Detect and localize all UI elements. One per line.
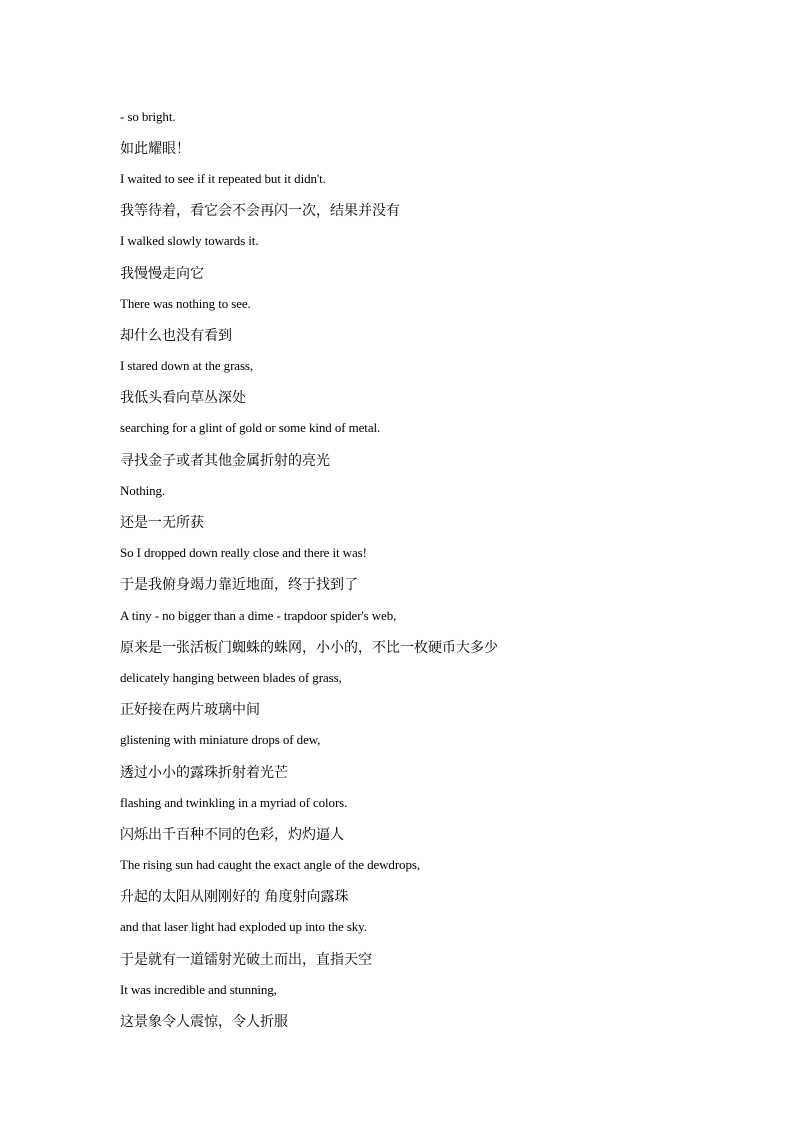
chinese-line: 我慢慢走向它 — [120, 265, 204, 282]
chinese-line: 于是我俯身竭力靠近地面，终于找到了 — [120, 577, 358, 594]
english-line: I walked slowly towards it. — [120, 233, 259, 249]
english-line: It was incredible and stunning, — [120, 981, 277, 997]
english-line: There was nothing to see. — [120, 295, 251, 311]
chinese-line: 于是就有一道镭射光破土而出，直指天空 — [120, 951, 372, 968]
english-line: The rising sun had caught the exact angle of the dewdrops, — [120, 857, 420, 873]
bilingual-text-body — [120, 101, 740, 1037]
chinese-line: 我低头看向草丛深处 — [120, 390, 246, 407]
english-line: and that laser light had exploded up into the sky. — [120, 919, 367, 935]
chinese-line: 这景象令人震惊，令人折服 — [120, 1014, 288, 1031]
chinese-line: 透过小小的露珠折射着光芒 — [120, 764, 288, 781]
chinese-line: 如此耀眼！ — [120, 140, 190, 157]
english-line: - so bright. — [120, 108, 176, 124]
english-line: I stared down at the grass, — [120, 358, 254, 374]
chinese-line: 还是一无所获 — [120, 515, 204, 532]
english-line: Nothing. — [120, 482, 166, 498]
chinese-line: 闪烁出千百种不同的色彩，灼灼逼人 — [120, 826, 344, 843]
english-line: So I dropped down really close and there it was! — [120, 545, 367, 561]
english-line: delicately hanging between blades of grass, — [120, 669, 342, 685]
english-line: flashing and twinkling in a myriad of colors. — [120, 794, 348, 810]
chinese-line: 升起的太阳从刚刚好的 角度射向露珠 — [120, 889, 349, 906]
english-line: A tiny - no bigger than a dime - trapdoor spider's web, — [120, 607, 397, 623]
english-line: glistening with miniature drops of dew, — [120, 732, 321, 748]
english-line: searching for a glint of gold or some kind of metal. — [120, 420, 381, 436]
chinese-line: 却什么也没有看到 — [120, 327, 232, 344]
chinese-line: 我等待着，看它会不会再闪一次，结果并没有 — [120, 203, 400, 220]
english-line: I waited to see if it repeated but it didn't. — [120, 170, 326, 186]
chinese-line: 原来是一张活板门蜘蛛的蛛网，小小的，不比一枚硬币大多少 — [120, 639, 498, 656]
chinese-line: 正好接在两片玻璃中间 — [120, 702, 260, 719]
chinese-line: 寻找金子或者其他金属折射的亮光 — [120, 452, 330, 469]
